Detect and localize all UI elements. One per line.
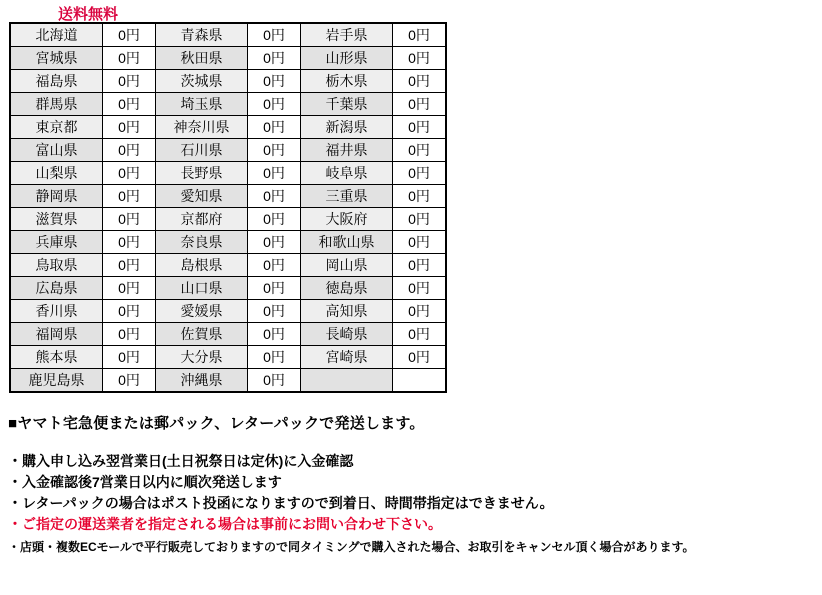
shipping-price-cell: 0円 — [103, 47, 156, 70]
prefecture-name-cell: 北海道 — [10, 23, 103, 47]
table-row — [10, 300, 446, 323]
shipping-price-cell: 0円 — [103, 116, 156, 139]
prefecture-name-cell: 青森県 — [156, 23, 248, 47]
shipping-notes-heading: ■ヤマト宅急便または郵パック、レターパックで発送します。 — [8, 415, 425, 432]
shipping-price-cell: 0円 — [103, 277, 156, 300]
shipping-price-cell: 0円 — [248, 254, 301, 277]
prefecture-name-cell: 福島県 — [10, 70, 103, 93]
prefecture-name-cell: 奈良県 — [156, 231, 248, 254]
shipping-price-cell: 0円 — [103, 93, 156, 116]
shipping-price-cell: 0円 — [103, 23, 156, 47]
prefecture-name-cell: 和歌山県 — [301, 231, 393, 254]
shipping-price-cell: 0円 — [103, 185, 156, 208]
table-row — [10, 23, 446, 47]
prefecture-name-cell: 愛媛県 — [156, 300, 248, 323]
shipping-note-item: ・レターパックの場合はポスト投函になりますので到着日、時間帯指定はできません。 — [8, 495, 554, 511]
prefecture-name-cell: 徳島県 — [301, 277, 393, 300]
table-row — [10, 47, 446, 70]
shipping-price-cell: 0円 — [248, 116, 301, 139]
table-row — [10, 254, 446, 277]
prefecture-name-cell: 長崎県 — [301, 323, 393, 346]
table-row — [10, 208, 446, 231]
table-row — [10, 323, 446, 346]
shipping-price-cell: 0円 — [393, 93, 447, 116]
shipping-price-cell: 0円 — [103, 346, 156, 369]
prefecture-name-cell: 岩手県 — [301, 23, 393, 47]
shipping-note-item: ・入金確認後7営業日以内に順次発送します — [8, 474, 282, 490]
prefecture-name-cell: 愛知県 — [156, 185, 248, 208]
table-row — [10, 162, 446, 185]
prefecture-name-cell: 新潟県 — [301, 116, 393, 139]
shipping-price-cell: 0円 — [393, 300, 447, 323]
prefecture-name-cell: 滋賀県 — [10, 208, 103, 231]
shipping-price-cell: 0円 — [393, 323, 447, 346]
prefecture-name-cell: 岐阜県 — [301, 162, 393, 185]
prefecture-name-cell: 山口県 — [156, 277, 248, 300]
table-row — [10, 139, 446, 162]
table-row — [10, 185, 446, 208]
shipping-price-cell: 0円 — [103, 139, 156, 162]
prefecture-name-cell: 山形県 — [301, 47, 393, 70]
prefecture-name-cell: 石川県 — [156, 139, 248, 162]
shipping-price-cell: 0円 — [248, 231, 301, 254]
shipping-price-cell: 0円 — [248, 208, 301, 231]
shipping-price-cell: 0円 — [393, 162, 447, 185]
prefecture-name-cell: 長野県 — [156, 162, 248, 185]
table-row — [10, 93, 446, 116]
prefecture-name-cell: 京都府 — [156, 208, 248, 231]
prefecture-name-cell: 香川県 — [10, 300, 103, 323]
prefecture-name-cell: 広島県 — [10, 277, 103, 300]
prefecture-name-cell: 大阪府 — [301, 208, 393, 231]
shipping-note-item: ・購入申し込み翌営業日(土日祝祭日は定休)に入金確認 — [8, 453, 354, 469]
shipping-price-cell: 0円 — [103, 300, 156, 323]
shipping-price-cell: 0円 — [248, 139, 301, 162]
prefecture-name-cell: 富山県 — [10, 139, 103, 162]
shipping-notes-list — [8, 451, 814, 558]
shipping-price-cell: 0円 — [103, 369, 156, 393]
prefecture-name-cell: 沖縄県 — [156, 369, 248, 393]
shipping-price-cell: 0円 — [248, 300, 301, 323]
shipping-fee-table — [9, 22, 447, 393]
shipping-price-cell: 0円 — [393, 139, 447, 162]
prefecture-name-cell: 三重県 — [301, 185, 393, 208]
prefecture-name-cell: 秋田県 — [156, 47, 248, 70]
table-row — [10, 116, 446, 139]
prefecture-name-cell: 群馬県 — [10, 93, 103, 116]
shipping-price-cell: 0円 — [393, 277, 447, 300]
prefecture-name-cell: 埼玉県 — [156, 93, 248, 116]
shipping-price-cell: 0円 — [103, 208, 156, 231]
shipping-price-cell: 0円 — [248, 47, 301, 70]
shipping-price-cell: 0円 — [248, 93, 301, 116]
prefecture-name-cell: 静岡県 — [10, 185, 103, 208]
shipping-price-cell: 0円 — [248, 323, 301, 346]
prefecture-name-cell: 兵庫県 — [10, 231, 103, 254]
shipping-price-cell: 0円 — [248, 277, 301, 300]
shipping-price-cell: 0円 — [393, 185, 447, 208]
shipping-price-cell: 0円 — [248, 369, 301, 393]
shipping-notes — [8, 412, 814, 558]
shipping-price-cell: 0円 — [393, 23, 447, 47]
shipping-price-cell: 0円 — [248, 185, 301, 208]
shipping-price-cell: 0円 — [103, 70, 156, 93]
shipping-price-cell: 0円 — [103, 323, 156, 346]
table-row — [10, 369, 446, 393]
shipping-note-item: ・店頭・複数ECモールで平行販売しておりますので同タイミングで購入された場合、お取引をキャンセル頂く場合があります。 — [8, 540, 695, 554]
shipping-price-cell: 0円 — [393, 208, 447, 231]
shipping-price-cell — [393, 369, 447, 393]
prefecture-name-cell: 神奈川県 — [156, 116, 248, 139]
prefecture-name-cell: 福井県 — [301, 139, 393, 162]
prefecture-name-cell: 東京都 — [10, 116, 103, 139]
prefecture-name-cell: 茨城県 — [156, 70, 248, 93]
prefecture-name-cell: 岡山県 — [301, 254, 393, 277]
prefecture-name-cell: 宮崎県 — [301, 346, 393, 369]
shipping-price-cell: 0円 — [103, 254, 156, 277]
shipping-price-cell: 0円 — [393, 254, 447, 277]
shipping-fee-table-body — [10, 23, 446, 392]
prefecture-name-cell: 千葉県 — [301, 93, 393, 116]
shipping-price-cell: 0円 — [248, 23, 301, 47]
shipping-price-cell: 0円 — [393, 47, 447, 70]
shipping-price-cell: 0円 — [393, 346, 447, 369]
shipping-price-cell: 0円 — [103, 162, 156, 185]
prefecture-name-cell: 宮城県 — [10, 47, 103, 70]
shipping-price-cell: 0円 — [248, 162, 301, 185]
shipping-price-cell: 0円 — [103, 231, 156, 254]
prefecture-name-cell: 島根県 — [156, 254, 248, 277]
table-row — [10, 277, 446, 300]
shipping-price-cell: 0円 — [248, 346, 301, 369]
prefecture-name-cell: 鳥取県 — [10, 254, 103, 277]
shipping-note-item: ・ご指定の運送業者を指定される場合は事前にお問い合わせ下さい。 — [8, 516, 442, 532]
prefecture-name-cell: 高知県 — [301, 300, 393, 323]
shipping-price-cell: 0円 — [393, 231, 447, 254]
prefecture-name-cell — [301, 369, 393, 393]
table-row — [10, 70, 446, 93]
prefecture-name-cell: 熊本県 — [10, 346, 103, 369]
shipping-price-cell: 0円 — [393, 116, 447, 139]
shipping-price-cell: 0円 — [393, 70, 447, 93]
prefecture-name-cell: 栃木県 — [301, 70, 393, 93]
prefecture-name-cell: 大分県 — [156, 346, 248, 369]
table-row — [10, 346, 446, 369]
prefecture-name-cell: 佐賀県 — [156, 323, 248, 346]
free-shipping-label: 送料無料 — [58, 6, 119, 23]
prefecture-name-cell: 福岡県 — [10, 323, 103, 346]
shipping-price-cell: 0円 — [248, 70, 301, 93]
prefecture-name-cell: 鹿児島県 — [10, 369, 103, 393]
prefecture-name-cell: 山梨県 — [10, 162, 103, 185]
table-row — [10, 231, 446, 254]
